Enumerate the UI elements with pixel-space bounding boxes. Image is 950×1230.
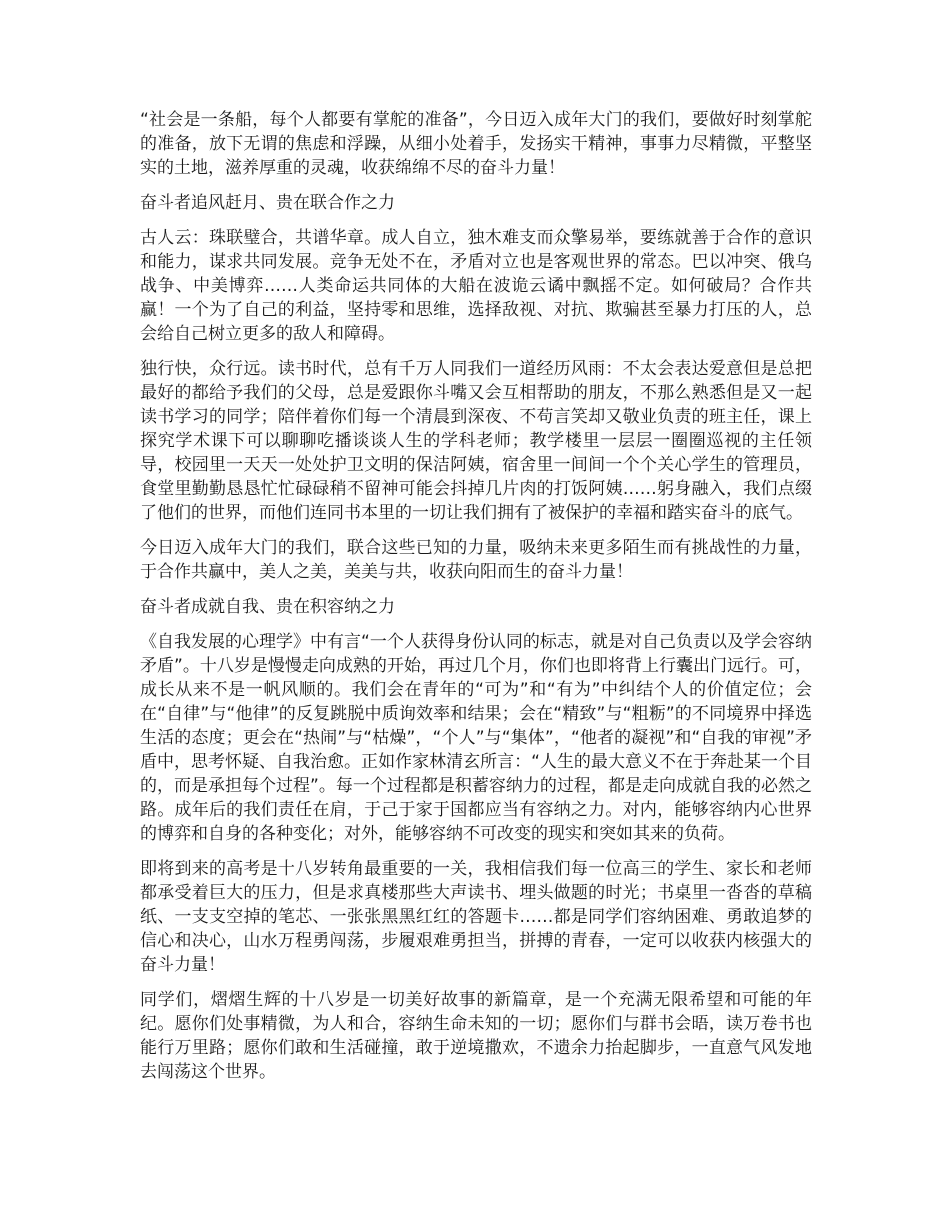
paragraph-tolerance-2: 即将到来的高考是十八岁转角最重要的一关，我相信我们每一位高三的学生、家长和老师都承受着巨大的压力，但是求真楼那些大声读书、埋头做题的时光；书桌里一沓沓的草稿纸、一支支空掉的笔芯、一张张黑黑红红的答题卡……都是同学们容纳困难、勇敢追梦的信心和决心，山水万程勇闯荡，步履艰难勇担当，拼搏的青春，一定可以收获内核强大的奋斗力量！: [140, 859, 812, 975]
paragraph-tolerance-1: 《自我发展的心理学》中有言“一个人获得身份认同的标志，就是对自己负责以及学会容纳矛盾”。十八岁是慢慢走向成熟的开始，再过几个月，你们也即将背上行囊出门远行。可，成长从来不是一帆风顺的。我们会在青年的“可为”和“有为”中纠结个人的价值定位；会在“自律”与“他律”的反复跳脱中质询效率和结果；会在“精致”与“粗粝”的不同境界中择选生活的态度；更会在“热闹”与“枯燥”，“个人”与“集体”，“他者的凝视”和“自我的审视”矛盾中，思考怀疑、自我治愈。正如作家林清玄所言：“人生的最大意义不在于奔赴某一个目的，而是承担每个过程”。每一个过程都是积蓄容纳力的过程，都是走向成就自我的必然之路。成年后的我们责任在肩，于己于家于国都应当有容纳之力。对内，能够容纳内心世界的博弈和自身的各种变化；对外，能够容纳不可改变的现实和突如其来的负荷。: [140, 632, 812, 844]
paragraph-closing: 同学们，熠熠生辉的十八岁是一切美好故事的新篇章，是一个充满无限希望和可能的年纪。愿你们处事精微，为人和合，容纳生命未知的一切；愿你们与群书会晤，读万卷书也能行万里路；愿你们敢和生活碰撞，敢于逆境撒欢，不遗余力抬起脚步，一直意气风发地去闯荡这个世界。: [140, 990, 812, 1082]
section-heading-tolerance: 奋斗者成就自我、贵在积容纳之力: [140, 597, 395, 617]
paragraph-cooperation-1: 古人云：珠联璧合，共谱华章。成人自立，独木难支而众擎易举，要练就善于合作的意识和能力，谋求共同发展。竞争无处不在，矛盾对立也是客观世界的常态。巴以冲突、俄乌战争、中美博弈……人类命运共同体的大船在波诡云谲中飘摇不定。如何破局？合作共赢！一个为了自己的利益，坚持零和思维，选择敌视、对抗、欺骗甚至暴力打压的人，总会给自己树立更多的敌人和障碍。: [140, 228, 812, 344]
paragraph-cooperation-3: 今日迈入成年大门的我们，联合这些已知的力量，吸纳未来更多陌生而有挑战性的力量，于合作共赢中，美人之美，美美与共，收获向阳而生的奋斗力量！: [140, 538, 812, 582]
document-body: [140, 108, 812, 1095]
paragraph-intro: “社会是一条船，每个人都要有掌舵的准备”，今日迈入成年大门的我们，要做好时刻掌舵的准备，放下无谓的焦虑和浮躁，从细小处着手，发扬实干精神，事事力尽精微，平整坚实的土地，滋养厚重的灵魂，收获绵绵不尽的奋斗力量！: [140, 110, 812, 178]
section-heading-cooperation: 奋斗者追风赶月、贵在联合作之力: [140, 193, 395, 213]
paragraph-cooperation-2: 独行快，众行远。读书时代，总有千万人同我们一道经历风雨：不太会表达爱意但是总把最好的都给予我们的父母，总是爱跟你斗嘴又会互相帮助的朋友，不那么熟悉但是又一起读书学习的同学；陪伴着你们每一个清晨到深夜、不苟言笑却又敬业负责的班主任，课上探究学术课下可以聊聊吃播谈谈人生的学科老师；教学楼里一层层一圈圈巡视的主任领导，校园里一天天一处处护卫文明的保洁阿姨，宿舍里一间间一个个关心学生的管理员，食堂里勤勤恳恳忙忙碌碌稍不留神可能会抖掉几片肉的打饭阿姨……躬身融入，我们点缀了他们的世界，而他们连同书本里的一切让我们拥有了被保护的幸福和踏实奋斗的底气。: [140, 359, 812, 523]
